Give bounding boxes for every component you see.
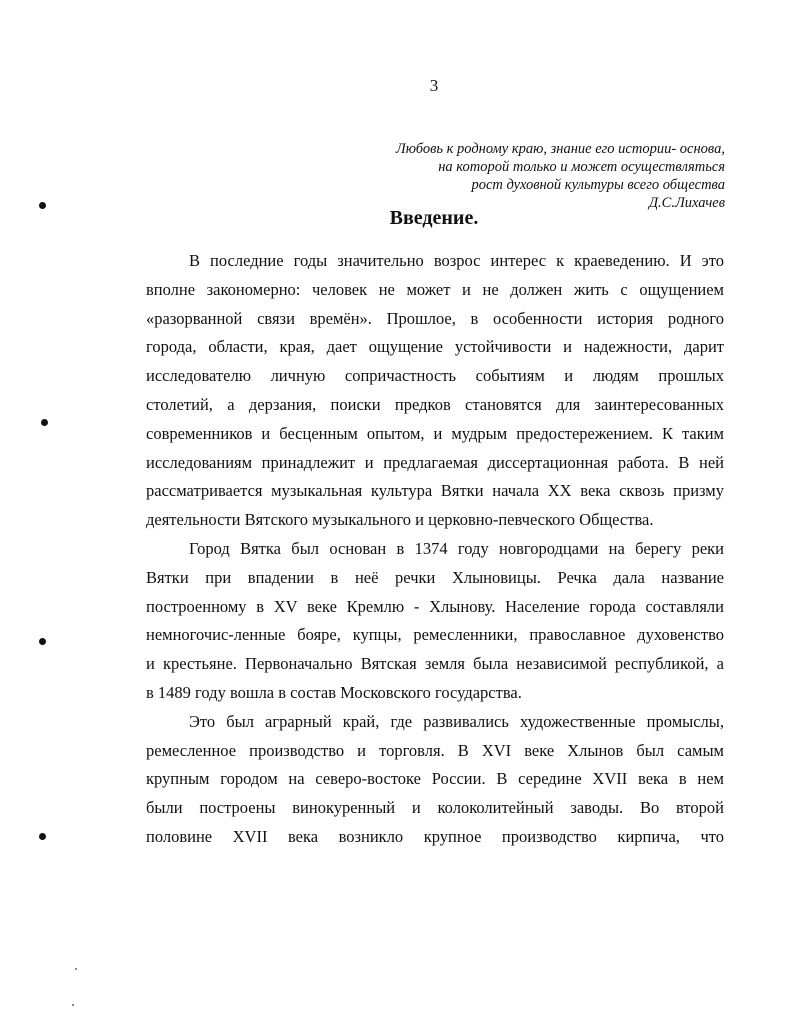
epigraph-line: на которой только и может осуществляться [438, 159, 725, 175]
text-line: Вятки при впадении в неё речки Хлыновицы. Речка дала название [146, 567, 724, 587]
text-line: столетий, а дерзания, поиски предков становятся для заинтересованных [146, 394, 724, 414]
text-line: Город Вятка был основан в 1374 году новгородцами на берегу реки [189, 538, 724, 558]
text-line: исследованиям принадлежит и предлагаемая диссертационная работа. В ней [146, 452, 724, 472]
epigraph [285, 140, 725, 212]
paragraph-2 [146, 535, 724, 708]
text-line: и крестьяне. Первоначально Вятская земля была независимой республикой, а [146, 654, 724, 674]
epigraph-line: рост духовной культуры всего общества [471, 177, 725, 193]
text-line: деятельности Вятского музыкального и церковно-певческого Общества. [146, 510, 654, 530]
text-line: рассматривается музыкальная культура Вятки начала XX века сквозь призму [146, 481, 724, 501]
binding-hole-2 [41, 419, 48, 426]
body-text [146, 247, 724, 852]
paragraph-3 [146, 708, 724, 852]
text-line: в 1489 году вошла в состав Московского государства. [146, 682, 522, 702]
text-line: построенному в XV веке Кремлю - Хлынову. Население города составляли [146, 596, 724, 616]
section-heading: Введение. [389, 207, 479, 229]
text-line: были построены винокуренный и колоколитейный заводы. Во второй [146, 798, 724, 818]
text-line: половине XVII века возникло крупное производство кирпича, что [146, 826, 724, 846]
text-line: исследователю личную сопричастность событиям и людям прошлых [146, 366, 724, 386]
page-number: 3 [429, 76, 439, 95]
epigraph-author: Д.С.Лихачев [648, 195, 725, 211]
text-line: «разорванной связи времён». Прошлое, в особенности история родного [146, 308, 724, 328]
text-line: современников и бесценным опытом, и мудрым предостережением. К таким [146, 423, 724, 443]
scan-speck-2 [72, 1004, 74, 1006]
text-line: города, области, края, дает ощущение устойчивости и надежности, дарит [146, 337, 724, 357]
binding-hole-3 [39, 638, 46, 645]
text-line: ремесленное производство и торговля. В XVI веке Хлынов был самым [146, 740, 724, 760]
text-line: Это был аграрный край, где развивались художественные промыслы, [189, 711, 724, 731]
text-line: крупным городом на северо-востоке России. В середине XVII века в нем [146, 769, 724, 789]
text-line: вполне закономерно: человек не может и не должен жить с ощущением [146, 279, 724, 299]
paragraph-1 [146, 247, 724, 535]
epigraph-line: Любовь к родному краю, знание его истории- основа, [395, 141, 725, 157]
binding-hole-4 [39, 833, 46, 840]
scan-speck-1 [75, 968, 77, 970]
text-line: В последние годы значительно возрос интерес к краеведению. И это [189, 251, 724, 270]
text-line: немногочис-ленные бояре, купцы, ремесленники, православное духовенство [146, 625, 724, 645]
